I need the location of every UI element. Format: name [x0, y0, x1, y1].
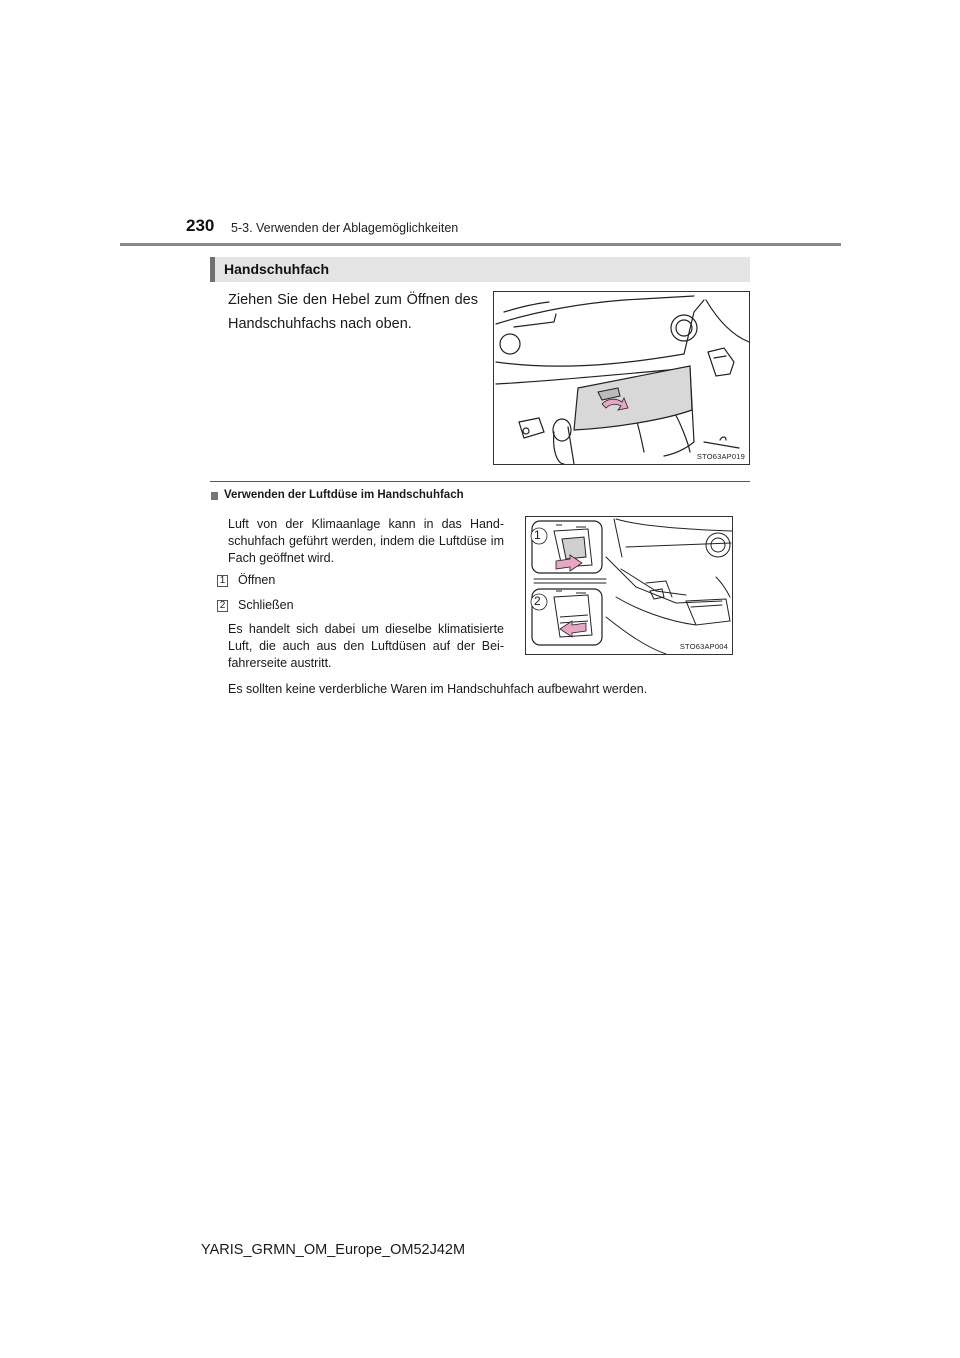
step-label-open: Öffnen — [238, 573, 276, 587]
header-rule — [120, 243, 841, 246]
section-reference: 5-3. Verwenden der Ablagemöglichkeiten — [231, 221, 459, 235]
air-vent-illustration — [526, 517, 732, 654]
step-number-1: 1 — [217, 575, 228, 587]
section-title: Handschuhfach — [224, 261, 330, 277]
glove-box-illustration — [494, 292, 749, 464]
conditioned-air-note: Es handelt sich dabei um dieselbe klimatisierte Luft, die auch aus den Luftdüsen auf der Bei-fahrerseite austritt. — [228, 622, 504, 670]
subsection-marker — [211, 492, 218, 500]
figure2-code: STO63AP004 — [679, 642, 728, 651]
footer-doc-id: YARIS_GRMN_OM_Europe_OM52J42M — [201, 1242, 466, 1258]
air-vent-paragraph: Luft von der Klimaanlage kann in das Hand-schuhfach geführt werden, indem die Luftdüse im Fach geöffnet wird. — [228, 517, 504, 565]
section-heading — [210, 257, 750, 282]
step-label-close: Schließen — [238, 598, 294, 612]
page-number: 230 — [186, 216, 215, 235]
subsection-title: Verwenden der Luftdüse im Handschuhfach — [224, 489, 464, 501]
callout-2: 2 — [534, 594, 541, 608]
step-number-2: 2 — [217, 600, 228, 612]
glove-box-figure — [493, 291, 750, 465]
intro-paragraph: Ziehen Sie den Hebel zum Öffnen des Handschuhfachs nach oben. — [228, 292, 478, 332]
callout-1: 1 — [534, 528, 541, 542]
perishable-goods-note: Es sollten keine verderbliche Waren im Handschuhfach aufbewahrt werden. — [228, 682, 648, 696]
air-vent-figure — [525, 516, 733, 655]
heading-accent-bar — [210, 257, 215, 282]
figure1-code: STO63AP019 — [696, 452, 745, 461]
section-divider — [210, 481, 750, 482]
